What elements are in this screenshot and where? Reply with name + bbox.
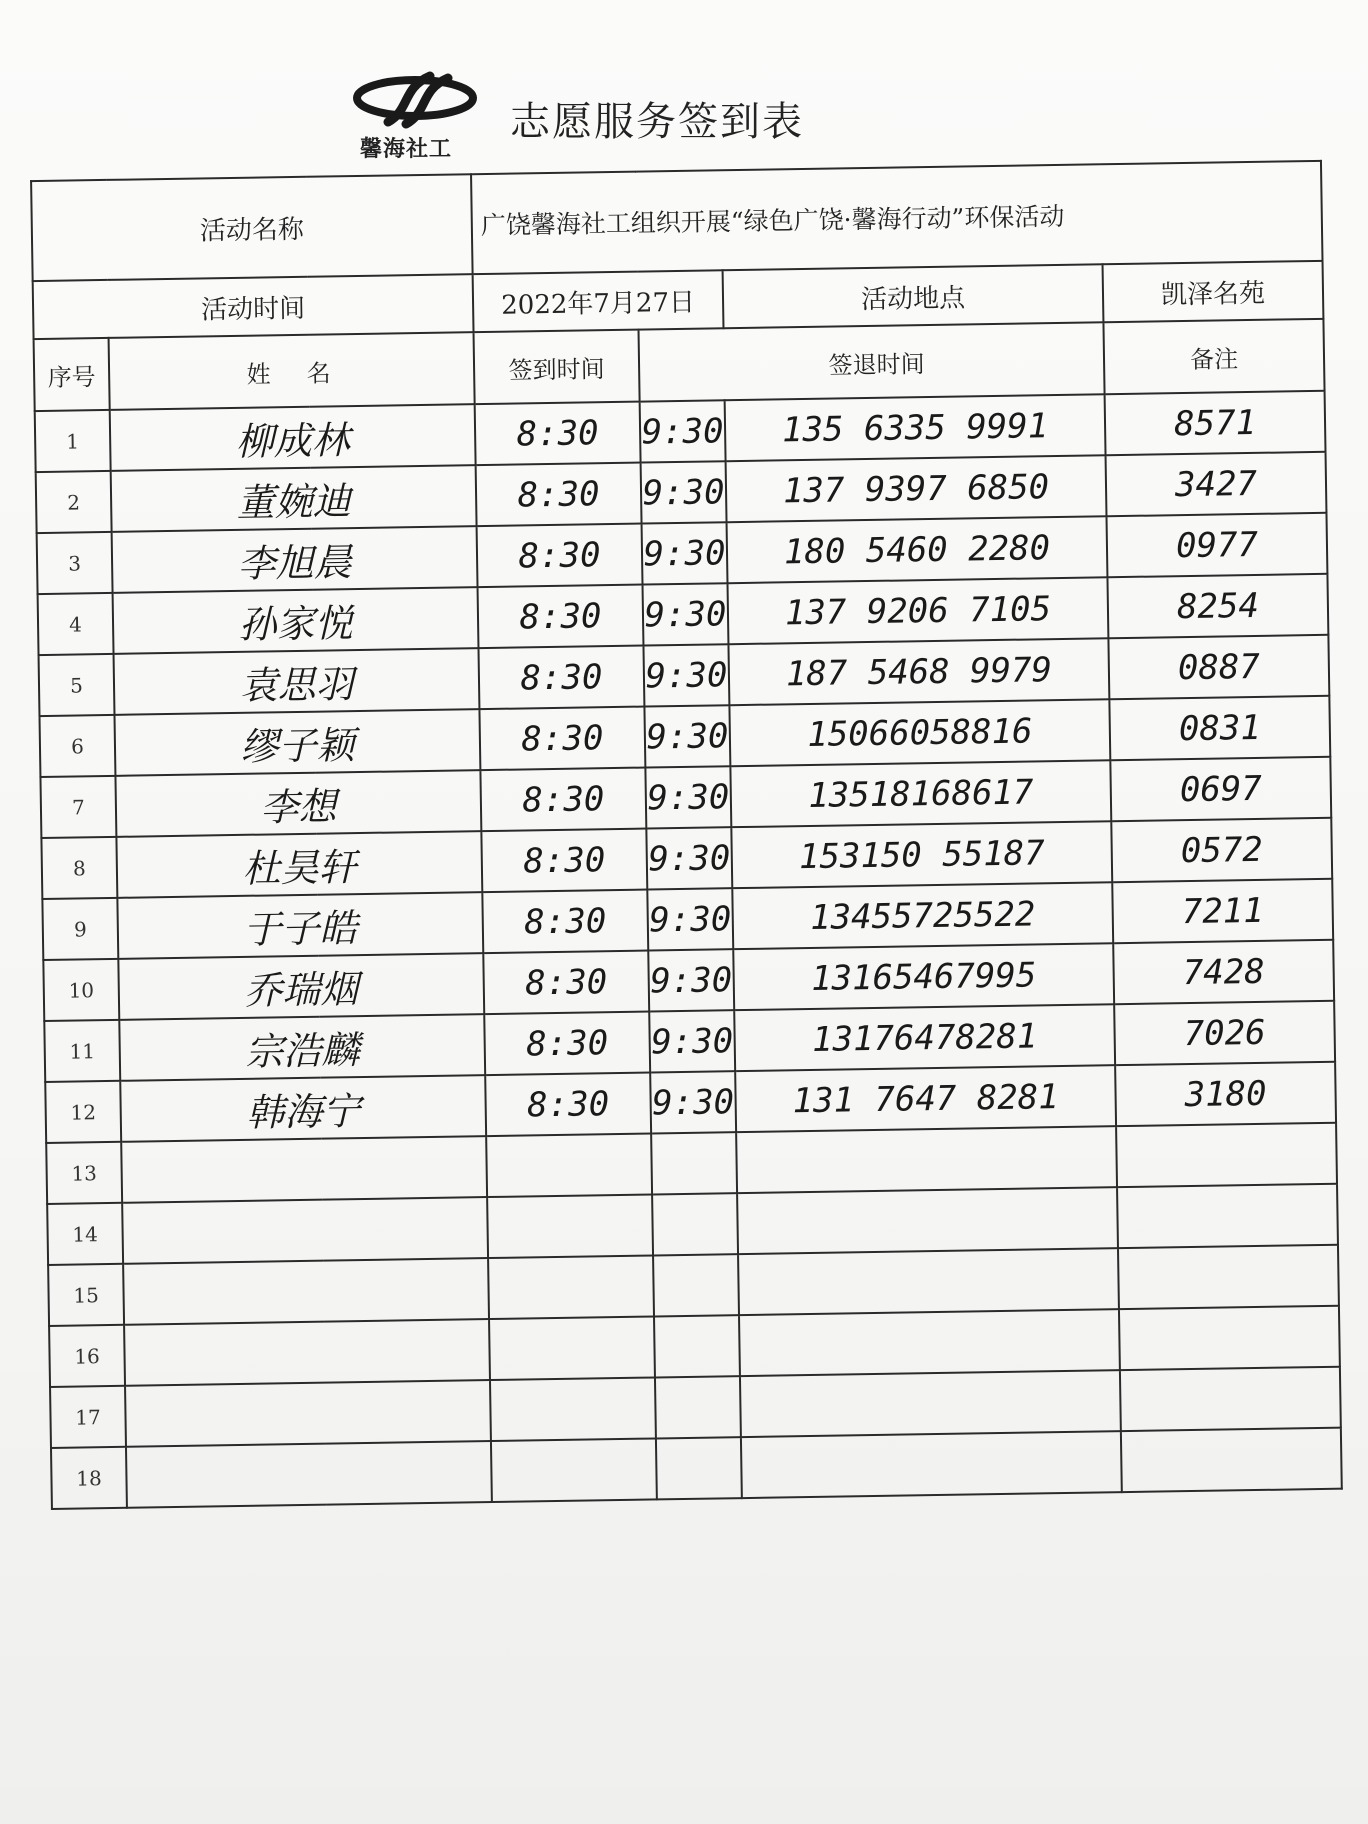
- activity-place-label: 活动地点: [723, 264, 1104, 328]
- row-sign-out: 9:30: [650, 1071, 736, 1133]
- activity-name-value: 广饶馨海社工组织开展“绿色广饶·馨海行动”环保活动: [471, 161, 1322, 274]
- row-index: 6: [39, 715, 115, 777]
- row-sign-in: 8:30: [485, 1073, 651, 1137]
- row-name: [121, 1136, 487, 1203]
- activity-place-value: 凯泽名苑: [1103, 261, 1324, 322]
- row-index: 11: [44, 1020, 120, 1082]
- row-sign-out: 9:30: [647, 888, 733, 950]
- row-phone: 13176478281: [734, 1004, 1115, 1071]
- row-sign-out: 9:30: [643, 583, 729, 645]
- activity-time-label: 活动时间: [33, 274, 474, 339]
- row-index: 4: [38, 593, 114, 655]
- row-sign-out: 9:30: [645, 766, 731, 828]
- row-phone: [740, 1370, 1121, 1437]
- row-name: [125, 1380, 491, 1447]
- row-phone: 180 5460 2280: [727, 516, 1108, 583]
- row-index: 13: [46, 1142, 122, 1204]
- col-header-sign-in-time: 签退时间: [639, 322, 1105, 401]
- row-index: 1: [35, 410, 111, 472]
- row-name: 缪子颖: [114, 709, 480, 776]
- sign-in-sheet: [30, 160, 1341, 1510]
- row-sign-out: 9:30: [648, 949, 734, 1011]
- row-sign-out: [655, 1376, 741, 1438]
- row-note: 3427: [1106, 452, 1327, 516]
- page-title: 志愿服务签到表: [510, 99, 804, 145]
- row-name: 孙家悦: [113, 587, 479, 654]
- activity-time-value: 2022年7月27日: [473, 270, 724, 332]
- row-note: 0572: [1111, 818, 1332, 882]
- row-phone: 131 7647 8281: [735, 1065, 1116, 1132]
- row-sign-in: 8:30: [476, 463, 642, 527]
- row-index: 15: [48, 1264, 124, 1326]
- table-body: [35, 391, 1342, 1509]
- row-sign-in: [488, 1255, 654, 1319]
- row-sign-out: 9:30: [644, 705, 730, 767]
- row-sign-in: 8:30: [481, 829, 647, 893]
- row-phone: 13518168617: [730, 760, 1111, 827]
- row-index: 17: [50, 1386, 126, 1448]
- row-phone: 13455725522: [732, 882, 1113, 949]
- row-sign-in: 8:30: [479, 646, 645, 710]
- row-phone: 137 9206 7105: [728, 577, 1109, 644]
- row-note: 0977: [1107, 513, 1328, 577]
- row-note: [1116, 1123, 1337, 1187]
- row-phone: [736, 1126, 1117, 1193]
- row-sign-in: 8:30: [482, 890, 648, 954]
- row-sign-out: 9:30: [643, 644, 729, 706]
- row-note: 0697: [1110, 757, 1331, 821]
- row-phone: [739, 1309, 1120, 1376]
- row-name: 杜昊轩: [116, 831, 482, 898]
- header: [340, 70, 1040, 170]
- row-note: [1121, 1428, 1342, 1492]
- row-index: 3: [37, 532, 113, 594]
- row-note: 0831: [1109, 696, 1330, 760]
- row-name: 乔瑞烟: [118, 953, 484, 1020]
- row-name: 李想: [115, 770, 481, 837]
- row-sign-in: [486, 1133, 652, 1197]
- row-name: 韩海宁: [120, 1075, 486, 1142]
- row-name: 李旭晨: [112, 526, 478, 593]
- row-note: 7026: [1114, 1001, 1335, 1065]
- sign-in-table: [30, 160, 1343, 1510]
- logo-mark-icon: [340, 70, 490, 140]
- row-sign-out: [656, 1437, 742, 1499]
- row-note: 8571: [1105, 391, 1326, 455]
- row-name: [124, 1319, 490, 1386]
- row-sign-out: 9:30: [646, 827, 732, 889]
- row-name: [122, 1197, 488, 1264]
- row-index: 10: [43, 959, 119, 1021]
- row-name: [126, 1441, 492, 1508]
- row-index: 18: [51, 1447, 127, 1509]
- row-note: [1117, 1184, 1338, 1248]
- row-index: 14: [47, 1203, 123, 1265]
- row-name: [123, 1258, 489, 1325]
- row-name: 于子皓: [117, 892, 483, 959]
- row-note: 8254: [1107, 574, 1328, 638]
- row-sign-in: 8:30: [475, 402, 641, 466]
- row-index: 2: [36, 471, 112, 533]
- row-sign-in: [487, 1194, 653, 1258]
- row-sign-in: [490, 1377, 656, 1441]
- col-header-name: 姓 名: [109, 332, 475, 410]
- logo-text: 馨海社工: [360, 137, 453, 162]
- row-sign-out: 9:30: [649, 1010, 735, 1072]
- row-phone: 187 5468 9979: [728, 638, 1109, 705]
- row-sign-in: 8:30: [484, 1012, 650, 1076]
- row-name: 董婉迪: [111, 465, 477, 532]
- row-sign-out: [651, 1132, 737, 1194]
- row-sign-out: [653, 1254, 739, 1316]
- row-note: [1120, 1367, 1341, 1431]
- row-sign-out: [652, 1193, 738, 1255]
- row-sign-out: 9:30: [641, 461, 727, 523]
- row-note: 0887: [1108, 635, 1329, 699]
- row-index: 5: [39, 654, 115, 716]
- row-sign-in: 8:30: [478, 585, 644, 649]
- col-header-note: 备注: [1103, 319, 1324, 394]
- row-phone: [737, 1187, 1118, 1254]
- row-name: 袁思羽: [114, 648, 480, 715]
- row-phone: [738, 1248, 1119, 1315]
- row-index: 8: [41, 837, 117, 899]
- row-sign-in: [489, 1316, 655, 1380]
- row-phone: 15066058816: [729, 699, 1110, 766]
- row-name: 宗浩麟: [119, 1014, 485, 1081]
- row-sign-out: [654, 1315, 740, 1377]
- row-note: 3180: [1115, 1062, 1336, 1126]
- row-note: 7211: [1112, 879, 1333, 943]
- logo: [340, 70, 490, 165]
- row-sign-out: 9:30: [640, 400, 726, 462]
- row-index: 7: [40, 776, 116, 838]
- row-phone: 137 9397 6850: [726, 455, 1107, 522]
- row-sign-in: 8:30: [479, 707, 645, 771]
- row-note: [1119, 1306, 1340, 1370]
- col-header-index: 序号: [34, 338, 110, 411]
- row-name: 柳成林: [110, 404, 476, 471]
- row-sign-in: 8:30: [483, 951, 649, 1015]
- row-index: 16: [49, 1325, 125, 1387]
- row-note: 7428: [1113, 940, 1334, 1004]
- row-sign-in: 8:30: [477, 524, 643, 588]
- row-sign-in: 8:30: [480, 768, 646, 832]
- row-phone: [741, 1431, 1122, 1498]
- row-phone: 13165467995: [733, 943, 1114, 1010]
- row-phone: 135 6335 9991: [725, 394, 1106, 461]
- row-note: [1118, 1245, 1339, 1309]
- row-sign-out: 9:30: [642, 522, 728, 584]
- col-header-sign-in: 签到时间: [474, 330, 640, 405]
- row-index: 12: [45, 1081, 121, 1143]
- row-sign-in: [491, 1438, 657, 1502]
- row-phone: 153150 55187: [731, 821, 1112, 888]
- activity-name-label: 活动名称: [31, 174, 473, 281]
- row-index: 9: [42, 898, 118, 960]
